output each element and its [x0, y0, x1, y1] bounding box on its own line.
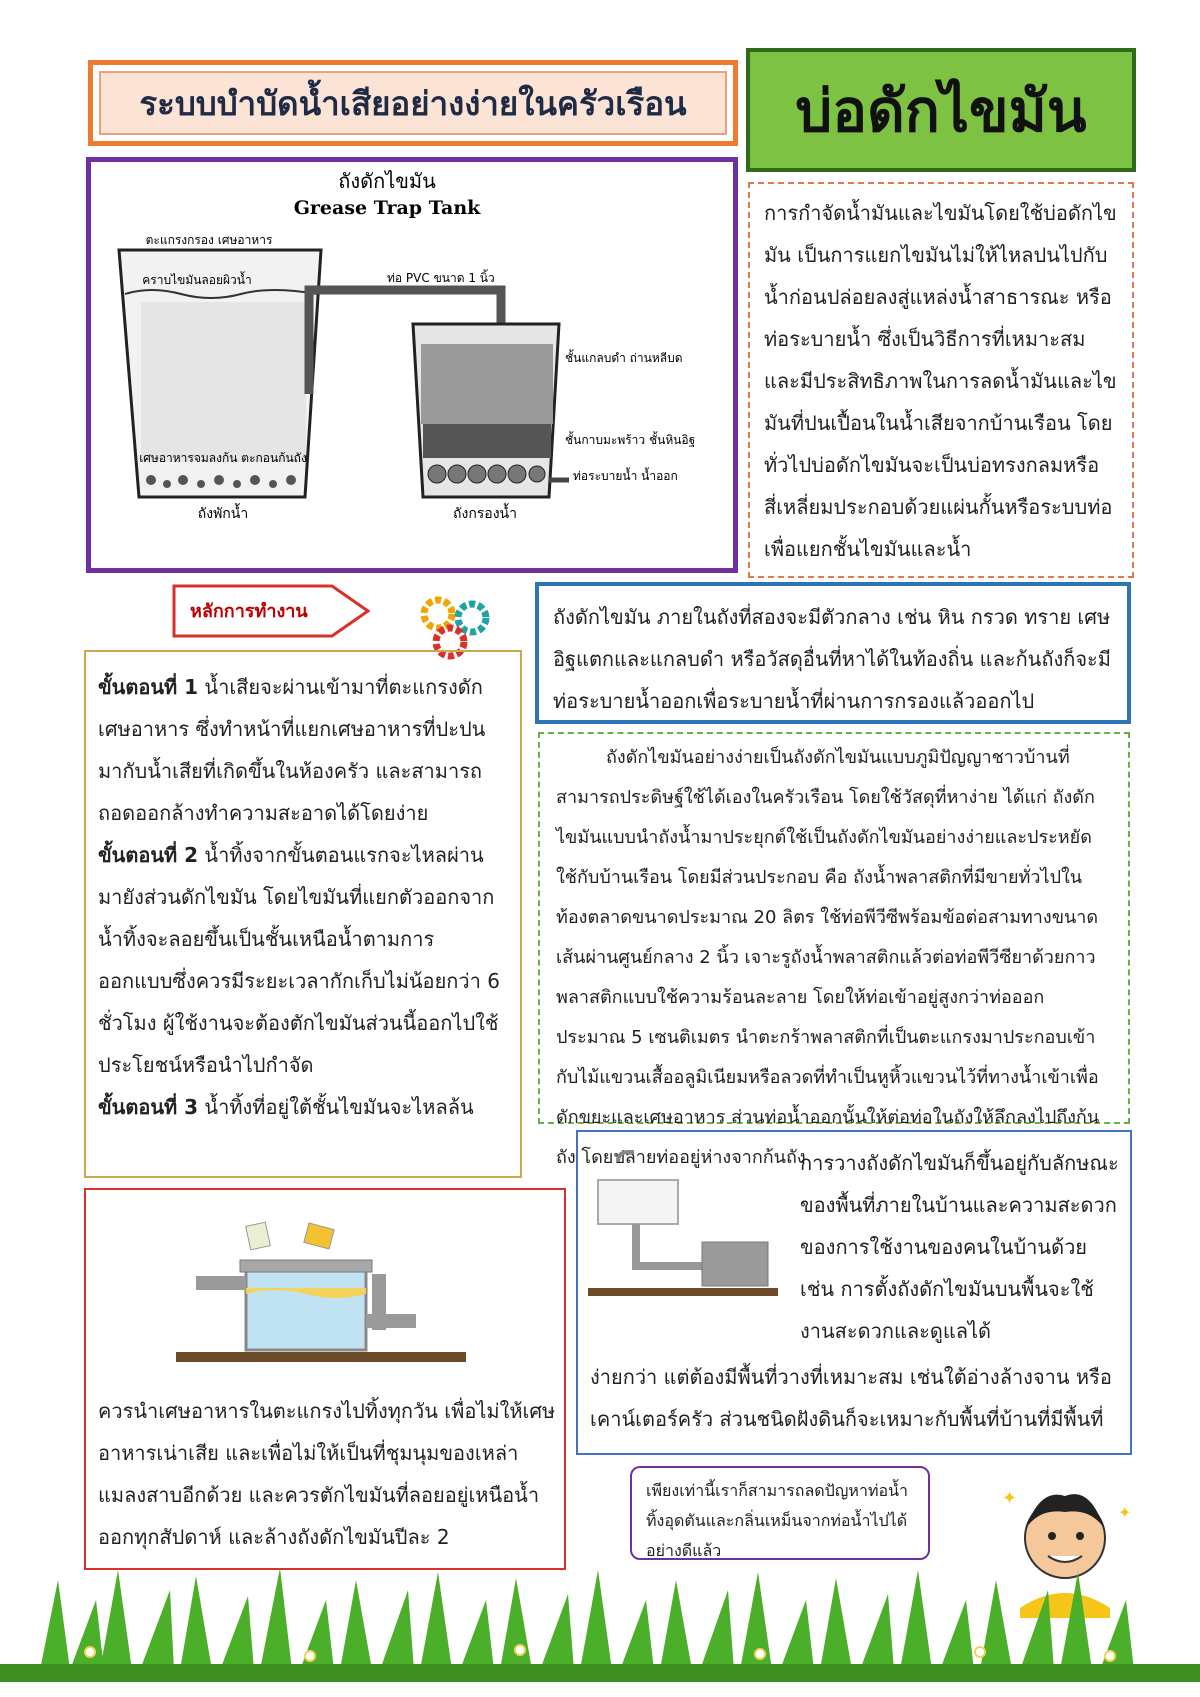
label-food: เศษอาหารจมลงก้น ตะกอนก้นถัง: [139, 451, 307, 465]
label-outlet: ท่อระบายน้ำ น้ำออก: [573, 469, 678, 483]
step-3-text: น้ำทิ้งที่อยู่ใต้ชั้นไขมันจะไหลล้น: [198, 1095, 474, 1119]
main-heading: บ่อดักไขมัน: [746, 48, 1136, 172]
label-charcoal: ชั้นแกลบดำ ถ่านหลีบด: [565, 351, 683, 365]
steps-box: [84, 650, 522, 1178]
label-screen: ตะแกรงกรอง เศษอาหาร: [145, 233, 273, 247]
placement-text-bottom: ง่ายกว่า แต่ต้องมีพื้นที่วางที่เหมาะสม เช่นใต้อ่างล้างจาน หรือเคาน์เตอร์ครัว ส่วนชนิดฝังดินก็จะเหมาะกับพื้นที่บ้านที่มีพื้นที่: [590, 1365, 1112, 1431]
working-principle-text: หลักการทำงาน: [190, 601, 308, 622]
step-1-label: ขั้นตอนที่ 1: [98, 675, 199, 699]
sink-illustration: [588, 1152, 778, 1302]
maintenance-box: [84, 1188, 566, 1570]
diagram-title-en: Grease Trap Tank: [293, 197, 481, 219]
label-pipe: ท่อ PVC ขนาด 1 นิ้ว: [387, 271, 495, 285]
step-3: [98, 1095, 474, 1119]
step-3-label: ขั้นตอนที่ 3: [98, 1095, 199, 1119]
diy-grease-trap-text: ถังดักไขมันอย่างง่ายเป็นถังดักไขมันแบบภูมิปัญญาชาวบ้านที่สามารถประดิษฐ์ใช้ได้เองในครัวเรือน โดยใช้วัสดุที่หาง่าย ได้แก่ ถังดักไขมันแบบนำถังน้ำมาประยุกต์ใช้เป็นถังดักไขมันอย่างง่ายและประหยัดใช้กับบ้านเรือน โดยมีส่วนประกอบ คือ ถังน้ำพลาสติกที่มีขายทั่วไปในท้องตลาดขนาดประมาณ 20 ลิตร ใช้ท่อพีวีซีพร้อมข้อต่อสามทางขนาดเส้นผ่านศูนย์กลาง 2 นิ้ว เจาะรูถังน้ำพลาสติกแล้วต่อท่อพีวีซียาด้วยกาวพลาสติกแบบใช้ความร้อนละลาย โดยให้ท่อเข้าอยู่สูงกว่าท่อออกประมาณ 5 เซนติเมตร นำตะกร้าพลาสติกที่เป็นตะแกรงมาประกอบเข้ากับไม้แขวนเสื้ออลูมิเนียมหรือลวดที่ทำเป็นหูหิ้วแขวนไว้ที่ทางน้ำเข้าเพื่อดักขยะและเศษอาหาร ส่วนท่อน้ำออกนั้นให้ต่อท่อในถังให้ลึกลงไปถึงก้นถัง โดยปลายท่ออยู่ห่างจากก้นถัง: [538, 732, 1130, 1124]
label-grease: คราบไขมันลอยผิวน้ำ: [142, 273, 252, 287]
callout-bubble: เพียงเท่านี้เราก็สามารถลดปัญหาท่อน้ำทิ้งอุดตันและกลิ่นเหม็นจากท่อน้ำไปได้อย่างดีแล้ว: [630, 1466, 930, 1560]
tank2-coconut: [423, 424, 551, 458]
grass-decoration: [0, 1560, 1200, 1697]
svg-text:✦: ✦: [1002, 1488, 1018, 1509]
intro-text: การกำจัดน้ำมันและไขมันโดยใช้บ่อดักไขมัน เป็นการแยกไขมันไม่ให้ไหลปนไปกับน้ำก่อนปล่อยลงสู่แหล่งน้ำสาธารณะ หรือท่อระบายน้ำ ซึ่งเป็นวิธีการที่เหมาะสมและมีประสิทธิภาพในการลดน้ำมันและไขมันที่ปนเปื้อนในน้ำเสียจากบ้านเรือน โดยทั่วไปบ่อดักไขมันจะเป็นบ่อทรงกลมหรือสี่เหลี่ยมประกอบด้วยแผ่นกั้นหรือระบบท่อเพื่อแยกชั้นไขมันและน้ำ: [748, 182, 1134, 578]
placement-box: [576, 1130, 1132, 1455]
grease-trap-illustration: [176, 1204, 466, 1364]
step-1-text: น้ำเสียจะผ่านเข้ามาที่ตะแกรงดักเศษอาหาร ซึ่งทำหน้าที่แยกเศษอาหารที่ปะปนมากับน้ำเสียที่เกิดขึ้นในห้องครัว และสามารถถอดออกล้างทำความสะอาดได้โดยง่าย: [98, 675, 486, 825]
title-banner: [88, 60, 738, 146]
label-tank2: ถังกรองน้ำ: [453, 506, 517, 522]
tank2-charcoal: [421, 344, 553, 424]
step-2: [98, 843, 500, 1077]
filter-media-text: ถังดักไขมัน ภายในถังที่สองจะมีตัวกลาง เช่น หิน กรวด ทราย เศษอิฐแตกและแกลบดำ หรือวัสดุอื่นที่หาได้ในท้องถิ่น และก้นถังก็จะมีท่อระบายน้ำออกเพื่อระบายน้ำที่ผ่านการกรองแล้วออกไป: [535, 582, 1131, 724]
diagram-drawing: [91, 162, 733, 568]
step-2-text: น้ำทิ้งจากขั้นตอนแรกจะไหลผ่านมายังส่วนดักไขมัน โดยไขมันที่แยกตัวออกจากน้ำทิ้งจะลอยขึ้นเป็นชั้นเหนือน้ำตามการออกแบบซึ่งควรมีระยะเวลากักเก็บไม่น้อยกว่า 6 ชั่วโมง ผู้ใช้งานจะต้องตักไขมันส่วนนี้ออกไปใช้ประโยชน์หรือนำไปกำจัด: [98, 843, 500, 1077]
svg-text:✦: ✦: [1118, 1503, 1132, 1522]
working-principle-label: [172, 582, 372, 640]
grease-trap-diagram: [86, 157, 738, 573]
tank1-water: [141, 302, 306, 462]
maintenance-text: ควรนำเศษอาหารในตะแกรงไปทิ้งทุกวัน เพื่อไม่ให้เศษอาหารเน่าเสีย และเพื่อไม่ให้เป็นที่ชุมนุมของเหล่าแมลงสาบอีกด้วย และควรตักไขมันที่ลอยอยู่เหนือน้ำออกทุกสัปดาห์ และล้างถังดักไขมันปีละ 2: [98, 1399, 556, 1549]
diagram-title-th: ถังดักไขมัน: [338, 169, 436, 193]
step-2-label: ขั้นตอนที่ 2: [98, 843, 199, 867]
label-layers: ชั้นกาบมะพร้าว ชั้นหินอิฐ: [565, 433, 696, 447]
label-tank1: ถังพักน้ำ: [197, 506, 249, 522]
step-1: [98, 675, 485, 825]
placement-text-top: การวางถังดักไขมันก็ขึ้นอยู่กับลักษณะของพื้นที่ภายในบ้านและความสะดวกของการใช้งานของคนในบ้านด้วย เช่น การตั้งถังดักไขมันบนพื้นจะใช้งานสะดวกและดูแลได้: [800, 1151, 1119, 1343]
page-title: ระบบบำบัดน้ำเสียอย่างง่ายในครัวเรือน: [99, 71, 727, 135]
